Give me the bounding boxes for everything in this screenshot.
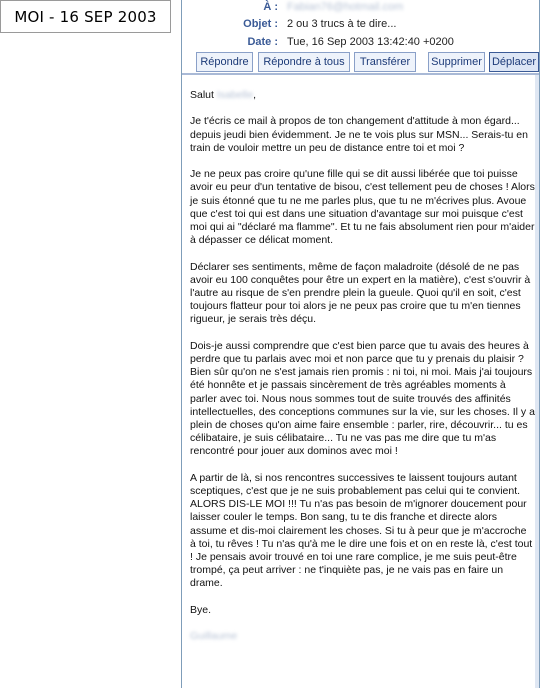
subject-row bbox=[182, 18, 539, 33]
email-header bbox=[182, 0, 539, 75]
reply-button[interactable]: Répondre bbox=[196, 52, 253, 72]
signature: Guillaume bbox=[190, 630, 238, 643]
delete-button[interactable]: Supprimer bbox=[428, 52, 485, 72]
subject-label: Objet : bbox=[243, 18, 278, 30]
date-label: Date : bbox=[247, 36, 278, 48]
forward-button[interactable]: Transférer bbox=[354, 52, 416, 72]
to-address[interactable]: Fabian76@hotmail.com bbox=[287, 1, 404, 13]
paragraph-3: Déclarer ses sentiments, même de façon maladroite (désolé de ne pas avoir eu 100 conquêtes pour être un expert en la matière), c'est s'ouvrir à l'autre au risque de s'en prendre plein la gueule. Quoi qu'il en soit, c'est toujours flatteur pour toi alors je ne peux pas croire que tu m'en tiennes rigueur, je serais très déçu. bbox=[190, 260, 531, 326]
subject-value: 2 ou 3 trucs à te dire... bbox=[287, 18, 397, 30]
sign-off: Bye. bbox=[190, 603, 212, 616]
reply-all-button[interactable]: Répondre à tous bbox=[258, 52, 350, 72]
greeting bbox=[190, 89, 535, 102]
date-caption: MOI - 16 SEP 2003 bbox=[0, 0, 171, 33]
paragraph-5: A partir de là, si nos rencontres successives te laissent toujours autant sceptiques, c'est que je ne suis probablement pas celui qui te convient. ALORS DIS-LE MOI !!! Tu n'as pas besoin de m'ignorer doucement pour laisser couler le temps. Bon sang, tu te dis franche et directe alors assume et dis-moi clairement les choses. Si tu à peur que je m'accroche à toi, tu rêves ! Tu n'as qu'à me le dire une fois et on en reste là, c'est tout ! Je pensais avoir trouvé en toi une rare complice, je me suis peut-être trompé, ça peut arriver : ne t'inquiète pas, je ne vais pas en faire un drame. bbox=[190, 471, 533, 590]
message-text bbox=[190, 89, 535, 657]
recipient-name: Isabelle bbox=[216, 89, 254, 101]
email-window bbox=[181, 0, 540, 688]
email-toolbar bbox=[182, 52, 539, 72]
to-row bbox=[182, 1, 539, 16]
move-button[interactable]: Déplacer bbox=[489, 52, 539, 72]
date-value: Tue, 16 Sep 2003 13:42:40 +0200 bbox=[287, 36, 454, 48]
email-body bbox=[182, 75, 539, 688]
scrollbar-edge[interactable] bbox=[535, 75, 539, 688]
greeting-suffix: , bbox=[253, 89, 256, 101]
paragraph-1: Je t'écris ce mail à propos de ton changement d'attitude à mon égard... depuis jeudi bien évidemment. Je ne te vois plus sur MSN... Serais-tu en train de vouloir mettre un peu de distance entre toi et moi ? bbox=[190, 115, 528, 154]
to-label: À : bbox=[263, 1, 278, 13]
date-row bbox=[182, 36, 539, 51]
greeting-prefix: Salut bbox=[190, 89, 217, 101]
paragraph-4: Dois-je aussi comprendre que c'est bien parce que tu avais des heures à perdre que tu parlais avec moi et non parce que tu y prenais du plaisir ? Bien sûr qu'on ne s'est jamais rien promis : ni toi, ni moi. Mais j'ai toujours été honnête et je passais sincèrement de très agréables moments à parler avec toi. Nous nous sommes tout de suite trouvés des affinités intellectuelles, des conceptions communes sur la vie, sur les choses. Il y a plein de choses qu'on aime faire ensemble : parler, rire, découvrir... tu es célibataire, je suis célibataire... Tu ne vas pas me dire que tu m'as rencontré pour jouer aux dominos avec moi ! bbox=[190, 339, 535, 458]
paragraph-2: Je ne peux pas croire qu'une fille qui se dit aussi libérée que toi puisse avoir eu peur d'un tentative de bisou, c'est tellement peu de choses ! Alors je suis étonné que tu ne me parles plus, que tu ne m'écrives plus. Avoue que c'est toi qui est dans une situation d'avantage sur moi puisque c'est moi qui ai "déclaré ma flamme". Et tu ne fais absolument rien pour m'aider à dépasser ce délicat moment. bbox=[190, 168, 535, 247]
